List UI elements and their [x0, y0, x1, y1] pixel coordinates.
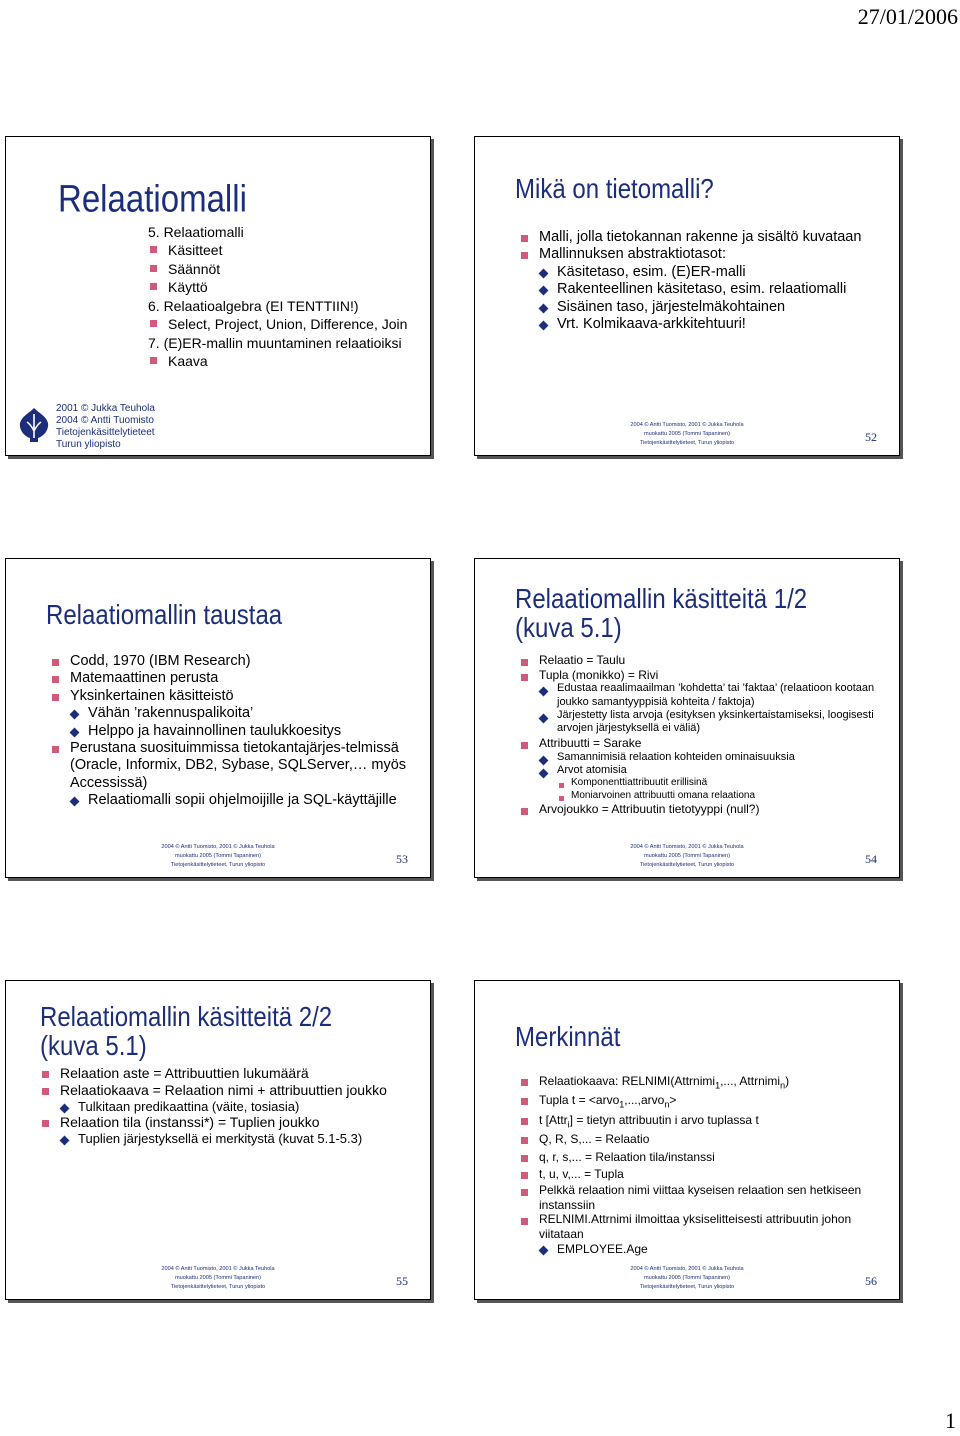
list-item: [519, 1092, 887, 1111]
list-item: Matemaattinen perusta: [50, 670, 418, 687]
list-item: Relaation tila (instanssi*) = Tuplien joukko: [40, 1114, 418, 1131]
slide-bullets: [40, 1065, 418, 1147]
notation-text: ): [785, 1074, 790, 1088]
slide-bullets: [519, 653, 887, 816]
slide-footer: [475, 421, 899, 448]
notation-text: >: [669, 1093, 677, 1108]
slide-bullets: [148, 223, 418, 371]
footer-line: 2004 © Antti Tuomisto, 2001 © Jukka Teuhola: [161, 844, 275, 851]
footer-line: 2004 © Antti Tuomisto, 2001 © Jukka Teuhola: [630, 422, 744, 429]
list-item: EMPLOYEE.Age: [519, 1241, 887, 1258]
list-item: Perustana suosituimmissa tietokantajärjes-telmissä (Oracle, Informix, DB2, Sybase, SQLServer,… myös Accessissä): [50, 740, 418, 792]
list-item: Sisäinen taso, järjestelmäkohtainen: [519, 299, 887, 316]
notation-text: Relaatiokaava: RELNIMI(Attrnimi: [539, 1074, 716, 1088]
notation-text: ,...,arvo: [624, 1093, 665, 1108]
slide-bullets: [50, 653, 418, 810]
footer-line: Tietojenkäsittelytieteet, Turun yliopisto: [170, 862, 266, 869]
slide-title-main: Relaatiomallin käsitteitä 1/2: [515, 583, 808, 615]
slide-title-main: Relaatiomallin käsitteitä 2/2: [40, 1001, 333, 1033]
list-item: Käyttö: [148, 278, 418, 296]
list-item: Kaava: [148, 352, 418, 370]
university-crest-icon: [14, 405, 54, 445]
list-item: Rakenteellinen käsitetaso, esim. relaatiomalli: [519, 281, 887, 298]
slide-number: 56: [865, 1274, 877, 1288]
footer-line: muokattu 2005 (Tommi Tapaninen): [174, 853, 262, 860]
list-item: Mallinnuksen abstraktiotasot:: [519, 246, 887, 263]
slide-title: Mikä on tietomalli?: [515, 173, 714, 205]
slide-51: [5, 136, 431, 456]
list-item: Relaatio = Taulu: [519, 653, 887, 668]
footer-line: Tietojenkäsittelytieteet, Turun yliopisto: [639, 862, 735, 869]
list-item: Vrt. Kolmikaava-arkkitehtuuri!: [519, 316, 887, 333]
list-item: Q, R, S,... = Relaatio: [519, 1131, 887, 1148]
list-item: Pelkkä relaation nimi viittaa kyseisen relaation sen hetkiseen instanssiin: [519, 1183, 887, 1212]
footer-line: muokattu 2005 (Tommi Tapaninen): [174, 1275, 262, 1282]
footer-line: Tietojenkäsittelytieteet, Turun yliopisto: [170, 1284, 266, 1291]
slide-number: 54: [865, 852, 877, 866]
list-item: 6. Relaatioalgebra (EI TENTTIIN!): [148, 297, 359, 314]
slide-title: [515, 585, 807, 643]
list-item: Käsitetaso, esim. (E)ER-malli: [519, 264, 887, 281]
list-item: Relaatiomalli sopii ohjelmoijille ja SQL-käyttäjille: [50, 792, 418, 809]
list-item: 5. Relaatiomalli: [148, 224, 244, 240]
slide-footer: [475, 1265, 899, 1292]
slide-title-sub: (kuva 5.1): [40, 1030, 147, 1062]
notation-text: Tupla t = <arvo: [539, 1093, 620, 1108]
list-item: Samannimisiä relaation kohteiden ominaisuuksia: [519, 751, 887, 764]
slide-footer: [475, 843, 899, 870]
credit-line: Turun yliopisto: [56, 439, 121, 450]
list-item: RELNIMI.Attrnimi ilmoittaa yksiselitteisesti attribuutin johon viitataan: [519, 1212, 887, 1241]
footer-line: muokattu 2005 (Tommi Tapaninen): [643, 853, 731, 860]
list-item: Helppo ja havainnollinen taulukkoesitys: [50, 723, 418, 740]
list-item: Järjestetty lista arvoja (esityksen yksinkertaistamiseksi, loogisesti arvojen järjestyksellä ei väliä): [519, 709, 887, 736]
list-item: Yksinkertainen käsitteistö: [50, 688, 418, 705]
slide-footer: [6, 843, 430, 870]
university-credit: [14, 403, 164, 449]
slide-title: Merkinnät: [515, 1021, 621, 1053]
list-item: Komponenttiattribuutit erillisinä: [519, 777, 887, 789]
page-date: 27/01/2006: [857, 4, 958, 29]
notation-subscript: 1: [619, 1099, 625, 1110]
slide-bullets: [519, 229, 887, 333]
slide-title: Relaatiomalli: [58, 177, 247, 220]
slide-number: 52: [865, 430, 877, 444]
list-item: Tupla (monikko) = Rivi: [519, 668, 887, 683]
slide-56: [474, 980, 900, 1300]
notation-text: ] = tietyn attribuutin i arvo tuplassa t: [569, 1112, 759, 1127]
slide-52: [474, 136, 900, 456]
footer-line: muokattu 2005 (Tommi Tapaninen): [643, 1275, 731, 1282]
footer-line: 2004 © Antti Tuomisto, 2001 © Jukka Teuhola: [630, 1266, 744, 1273]
slide-53: [5, 558, 431, 878]
notation-subscript: n: [664, 1099, 670, 1110]
footer-line: 2004 © Antti Tuomisto, 2001 © Jukka Teuhola: [161, 1266, 275, 1273]
slide-footer: [6, 1265, 430, 1292]
notation-subscript: n: [780, 1080, 786, 1091]
list-item: Codd, 1970 (IBM Research): [50, 653, 418, 670]
credit-line: Tietojenkäsittelytieteet: [56, 427, 155, 438]
slide-number: 53: [396, 852, 408, 866]
list-item: Vähän ’rakennuspalikoita’: [50, 705, 418, 722]
list-item: t, u, v,... = Tupla: [519, 1166, 887, 1183]
notation-text: ,..., Attrnimi: [720, 1074, 781, 1088]
notation-subscript: 1: [715, 1080, 721, 1091]
list-item: [519, 1112, 887, 1131]
footer-line: Tietojenkäsittelytieteet, Turun yliopisto: [639, 1284, 735, 1291]
list-item: Relaation aste = Attribuuttien lukumäärä: [40, 1065, 418, 1082]
page-number: 1: [945, 1408, 956, 1433]
notation-subscript: i: [567, 1119, 570, 1130]
list-item: Relaatiokaava = Relaation nimi + attribuuttien joukko: [40, 1082, 418, 1099]
list-item: Tulkitaan predikaattina (väite, tosiasia): [40, 1099, 418, 1115]
list-item: Moniarvoinen attribuutti omana relaationa: [519, 790, 887, 802]
list-item: Select, Project, Union, Difference, Join: [148, 315, 418, 333]
footer-line: muokattu 2005 (Tommi Tapaninen): [643, 431, 731, 438]
slide-title: Relaatiomallin taustaa: [46, 599, 283, 631]
notation-text: t [Attr: [539, 1112, 568, 1127]
list-item: Tuplien järjestyksellä ei merkitystä (kuvat 5.1-5.3): [40, 1131, 418, 1147]
credit-line: 2001 © Jukka Teuhola: [56, 403, 155, 414]
slide-title-sub: (kuva 5.1): [515, 612, 622, 644]
credit-line: 2004 © Antti Tuomisto: [56, 415, 154, 426]
list-item: Arvojoukko = Attribuutin tietotyyppi (null?): [519, 802, 887, 817]
list-item: Edustaa reaalimaailman ’kohdetta’ tai ’faktaa’ (relaatioon kootaan joukko samantyyppisiä kohteita / faktoja): [519, 682, 887, 709]
list-item: Arvot atomisia: [519, 764, 887, 777]
list-item: Attribuutti = Sarake: [519, 736, 887, 751]
footer-line: 2004 © Antti Tuomisto, 2001 © Jukka Teuhola: [630, 844, 744, 851]
slide-number: 55: [396, 1274, 408, 1288]
footer-line: Tietojenkäsittelytieteet, Turun yliopisto: [639, 440, 735, 447]
list-item: [519, 1073, 887, 1092]
slide-bullets: [519, 1073, 887, 1258]
slide-54: [474, 558, 900, 878]
slide-55: [5, 980, 431, 1300]
list-item: Malli, jolla tietokannan rakenne ja sisältö kuvataan: [519, 229, 887, 246]
list-item: 7. (E)ER-mallin muuntaminen relaatioiksi: [148, 334, 402, 351]
list-item: Säännöt: [148, 260, 418, 278]
slide-title: [40, 1003, 332, 1061]
list-item: Käsitteet: [148, 241, 418, 259]
list-item: q, r, s,... = Relaation tila/instanssi: [519, 1149, 887, 1166]
